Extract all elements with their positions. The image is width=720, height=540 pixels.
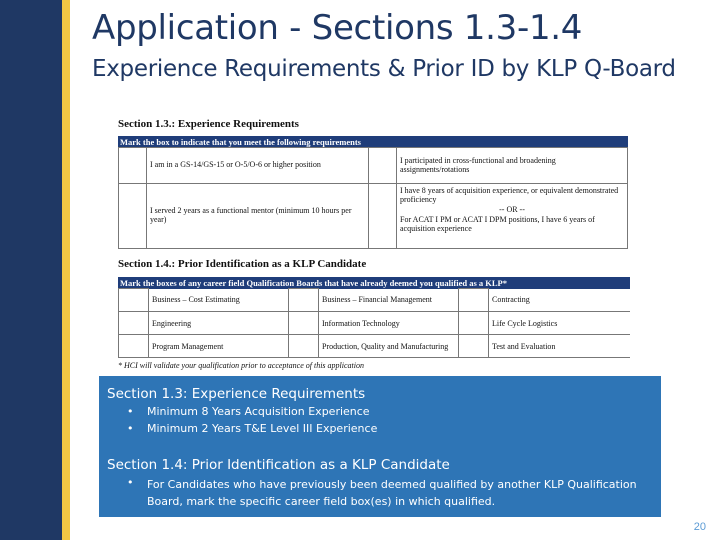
checkbox-career-field — [119, 312, 149, 335]
form-footnote: * HCI will validate your qualification prior to acceptance of this application — [118, 361, 364, 370]
form-section-1-3-instruction: Mark the box to indicate that you meet the following requirements — [118, 136, 628, 148]
career-field-label: Test and Evaluation — [489, 335, 631, 358]
left-navy-band — [0, 0, 62, 540]
summary-callout-box — [99, 376, 661, 517]
bullet-icon: • — [127, 422, 134, 435]
checkbox-cross-functional — [369, 148, 397, 184]
req-8-years-text: I have 8 years of acquisition experience, or equivalent demonstrated proficiency — [400, 186, 619, 204]
summary-bullet-text: Minimum 2 Years T&E Level III Experience — [147, 422, 378, 435]
checkbox-career-field — [119, 289, 149, 312]
checkbox-career-field — [289, 312, 319, 335]
checkbox-acq-experience — [369, 184, 397, 249]
career-field-label: Production, Quality and Manufacturing — [319, 335, 459, 358]
checkbox-career-field — [459, 312, 489, 335]
form-section-1-3-title: Section 1.3.: Experience Requirements — [118, 118, 299, 130]
bullet-icon: • — [127, 405, 134, 418]
career-field-label: Life Cycle Logistics — [489, 312, 631, 335]
req-acat-text: For ACAT I PM or ACAT I DPM positions, I have 6 years of acquisition experience — [400, 215, 595, 233]
bullet-icon: • — [127, 476, 134, 489]
career-field-table — [118, 288, 630, 358]
req-gs14-text: I am in a GS-14/GS-15 or O-5/O-6 or higher position — [147, 148, 369, 184]
career-field-label: Business – Financial Management — [319, 289, 459, 312]
slide-title: Application - Sections 1.3-1.4 — [92, 8, 583, 48]
form-section-1-4-title: Section 1.4.: Prior Identification as a KLP Candidate — [118, 258, 367, 270]
summary-section-1-4-heading: Section 1.4: Prior Identification as a KLP Candidate — [107, 457, 450, 473]
checkbox-career-field — [289, 335, 319, 358]
req-cross-functional-text: I participated in cross-functional and broadening assignments/rotations — [397, 148, 628, 184]
req-acq-experience-cell — [397, 184, 628, 249]
form-section-1-4-instruction: Mark the boxes of any career field Qualification Boards that have already deemed you qualified as a KLP* — [118, 277, 630, 289]
checkbox-career-field — [459, 289, 489, 312]
checkbox-career-field — [289, 289, 319, 312]
summary-section-1-3-heading: Section 1.3: Experience Requirements — [107, 386, 366, 402]
checkbox-gs14 — [119, 148, 147, 184]
career-field-row — [119, 312, 631, 335]
career-field-label: Program Management — [149, 335, 289, 358]
career-field-label: Business – Cost Estimating — [149, 289, 289, 312]
req-or-separator: -- OR -- — [499, 205, 525, 214]
checkbox-career-field — [459, 335, 489, 358]
career-field-label: Contracting — [489, 289, 631, 312]
slide-subtitle: Experience Requirements & Prior ID by KLP Q-Board — [92, 56, 676, 82]
checkbox-career-field — [119, 335, 149, 358]
career-field-label: Engineering — [149, 312, 289, 335]
req-mentor-text: I served 2 years as a functional mentor (minimum 10 hours per year) — [147, 184, 369, 249]
page-number: 20 — [693, 521, 706, 533]
form-excerpt-image — [114, 110, 630, 372]
summary-bullet-text: For Candidates who have previously been deemed qualified by another KLP Qualification Board, mark the specific career field box(es) in which qualified. — [147, 478, 637, 508]
summary-bullet-text: Minimum 8 Years Acquisition Experience — [147, 405, 370, 418]
career-field-row — [119, 289, 631, 312]
experience-requirements-table — [118, 147, 628, 249]
career-field-row — [119, 335, 631, 358]
checkbox-mentor — [119, 184, 147, 249]
career-field-label: Information Technology — [319, 312, 459, 335]
gold-accent-line — [62, 0, 70, 540]
